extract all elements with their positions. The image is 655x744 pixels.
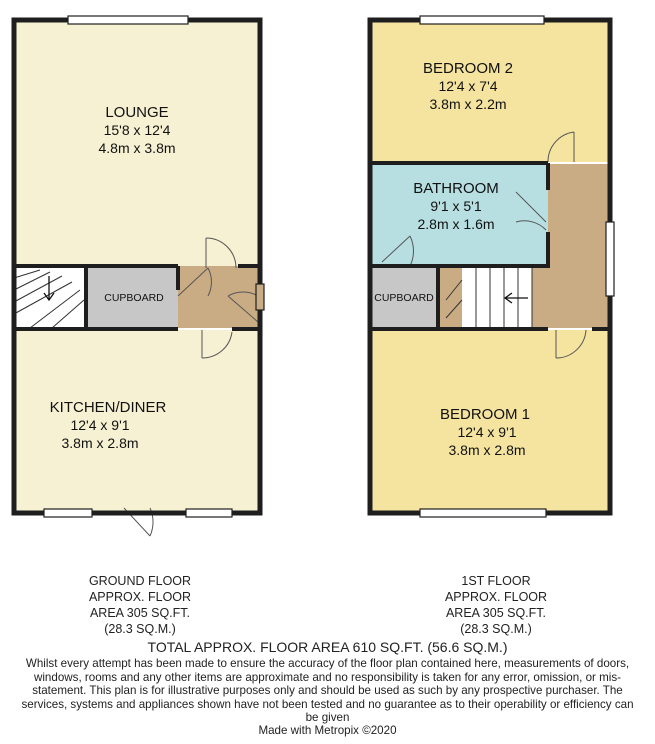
bedroom-1-name: BEDROOM 1 — [439, 406, 531, 423]
lounge-dim-imperial: 15'8 x 12'4 — [103, 122, 171, 138]
ground-floor-plan — [14, 16, 264, 536]
ground-floor-caption-line: APPROX. FLOOR — [88, 590, 192, 604]
lounge-name: LOUNGE — [105, 104, 169, 121]
metropix-credit: Made with Metropix ©2020 — [258, 724, 397, 737]
ground-floor-caption-line: AREA 305 SQ.FT. — [89, 606, 191, 620]
ground-floor-caption — [60, 573, 220, 637]
bedroom-2-dim-imperial: 12'4 x 7'4 — [438, 78, 498, 94]
ground-floor-caption-line: GROUND FLOOR — [88, 574, 192, 588]
bedroom-2-dim-metric: 3.8m x 2.2m — [429, 96, 507, 112]
bathroom-dim-metric: 2.8m x 1.6m — [417, 216, 495, 232]
kitchen-diner-name: KITCHEN/DINER — [49, 399, 167, 416]
bedroom-1-dim-metric: 3.8m x 2.8m — [448, 442, 526, 458]
lounge-dim-metric: 4.8m x 3.8m — [98, 140, 176, 156]
bedroom-1-dim-imperial: 12'4 x 9'1 — [457, 424, 517, 440]
ground-hall-area — [178, 266, 260, 328]
first-floor-caption-line: 1ST FLOOR — [461, 574, 531, 588]
first-floor-caption-line: AREA 305 SQ.FT. — [445, 606, 547, 620]
kitchen-diner-dim-imperial: 12'4 x 9'1 — [70, 417, 130, 433]
bathroom-name: BATHROOM — [413, 180, 499, 197]
first-cupboard-label: CUPBOARD — [374, 292, 434, 304]
first-floor-caption — [416, 573, 576, 637]
bathroom-dim-imperial: 9'1 x 5'1 — [430, 198, 482, 214]
disclaimer-text: Whilst every attempt has been made to ensure the accuracy of the floor plan contained here, measurements of doors, windows, rooms and any other items are approximate and no responsibility is taken for any error, omission, or mis-statement. This plan is for illustrative purposes only and should be used as such by any prospective purchaser. The services, systems and appliances shown have not been tested and no guarantee as to their operability or efficiency can be given — [21, 657, 634, 725]
ground-cupboard-label: CUPBOARD — [104, 292, 164, 304]
kitchen-diner-area — [14, 330, 260, 513]
total-floor-area: TOTAL APPROX. FLOOR AREA 610 SQ.FT. (56.6 SQ.M.) — [147, 639, 508, 655]
kitchen-diner-dim-metric: 3.8m x 2.8m — [61, 435, 139, 451]
bedroom-2-name: BEDROOM 2 — [422, 60, 514, 77]
first-floor-caption-line: APPROX. FLOOR — [444, 590, 548, 604]
ground-floor-caption-line: (28.3 SQ.M.) — [104, 622, 176, 636]
first-floor-caption-line: (28.3 SQ.M.) — [460, 622, 532, 636]
